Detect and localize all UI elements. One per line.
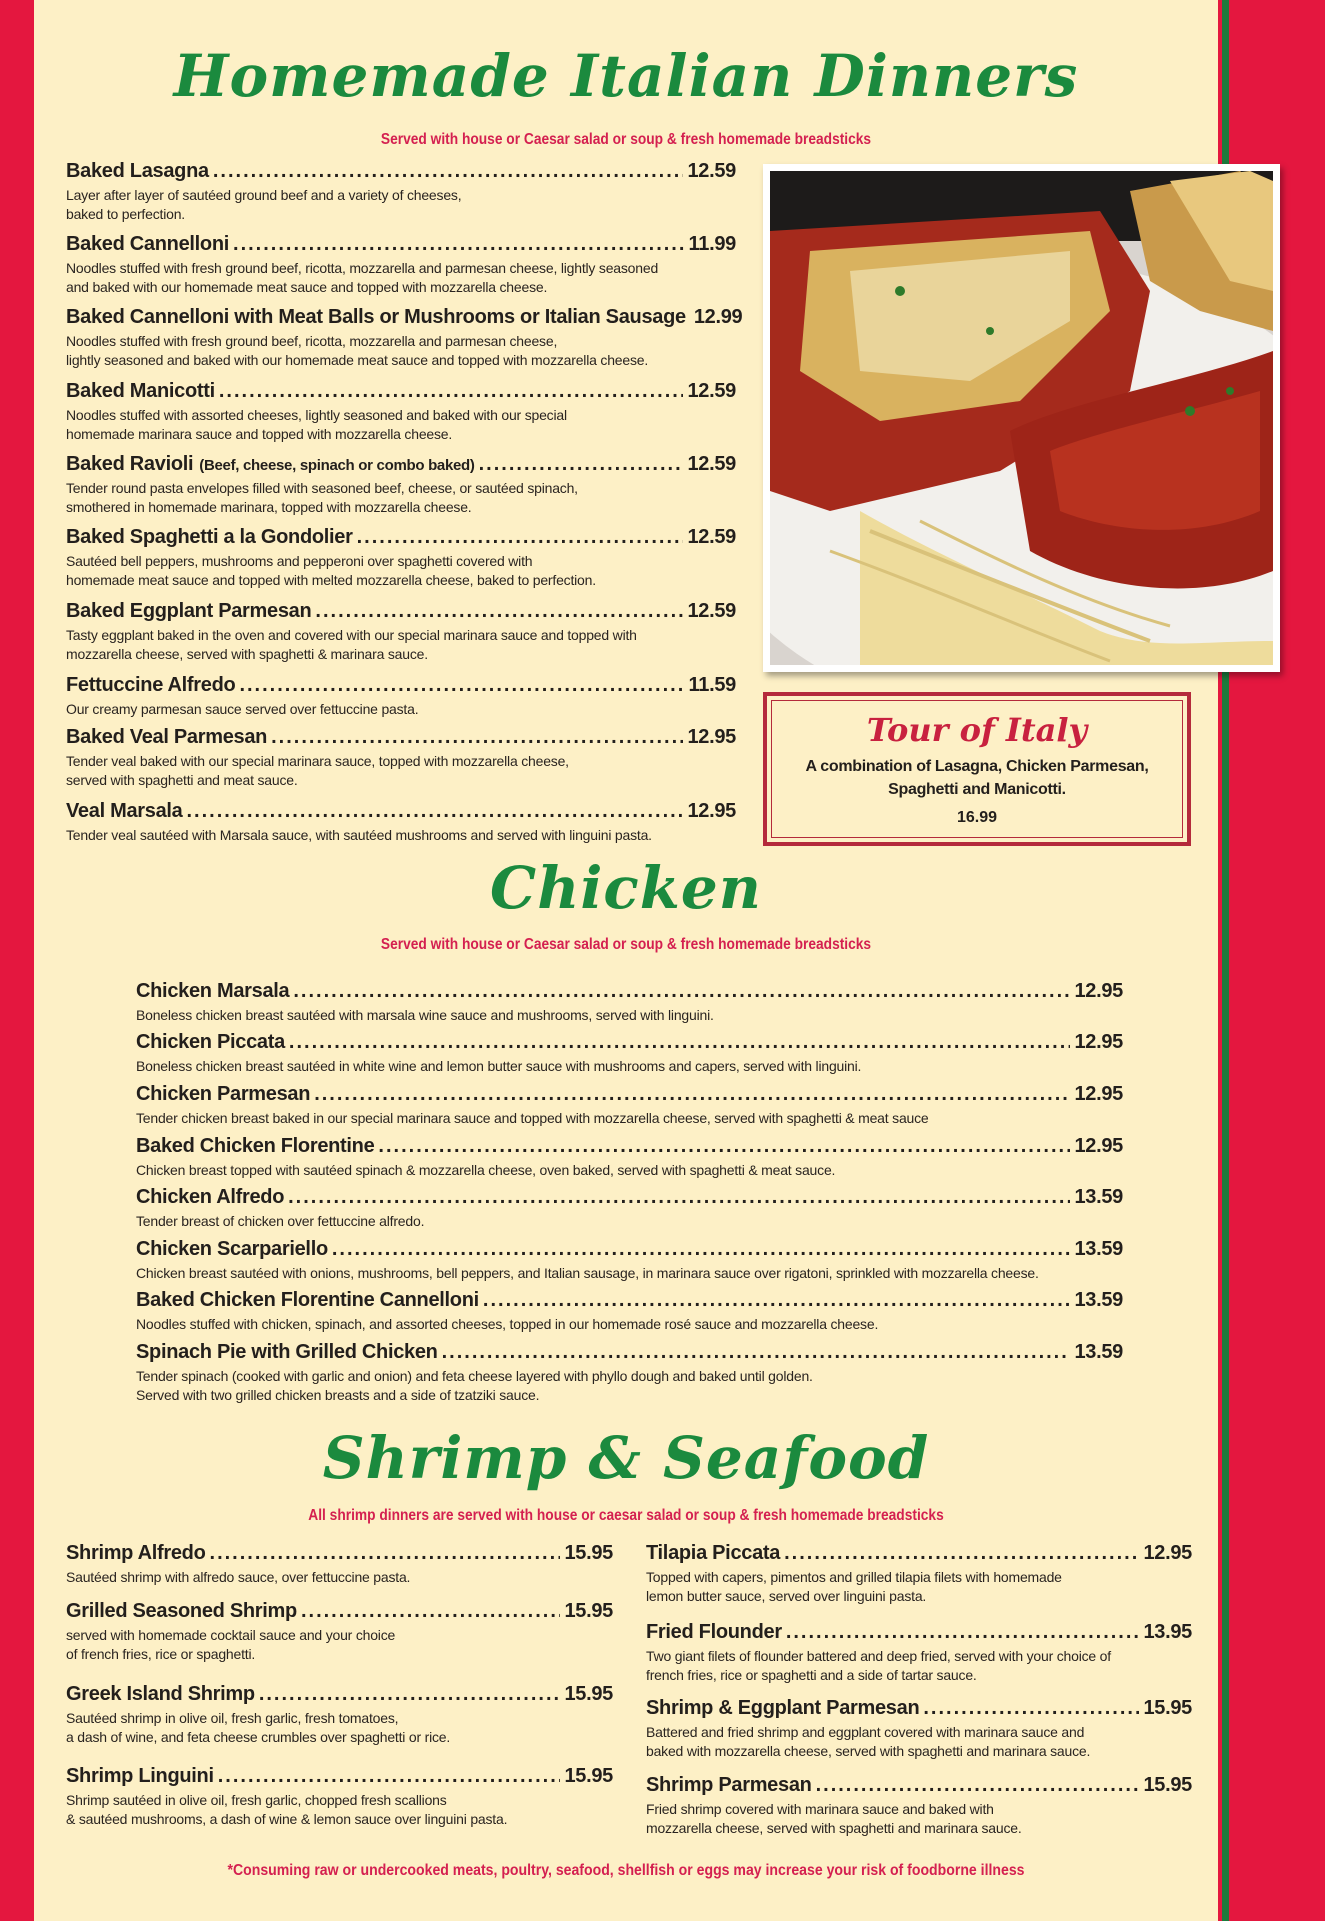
menu-item-description: Tasty eggplant baked in the oven and covered with our special marinara sauce and topped with mozzarella cheese, served with spaghetti & marinara sauce. xyxy=(66,627,637,662)
dot-leader xyxy=(784,1542,1139,1565)
menu-item-note: (Beef, cheese, spinach or combo baked) xyxy=(199,457,475,474)
menu-item-header xyxy=(66,726,736,749)
menu-item xyxy=(66,306,743,370)
menu-item-header xyxy=(66,306,743,329)
menu-item-description: Tender round pasta envelopes filled with seasoned beef, cheese, or sautéed spinach, smothered in homemade marinara, topped with mozzarella cheese. xyxy=(66,480,578,515)
tour-description: A combination of Lasagna, Chicken Parmesan, Spaghetti and Manicotti. xyxy=(805,758,1149,798)
food-photo xyxy=(770,171,1273,665)
menu-item-price: 12.95 xyxy=(687,800,736,822)
menu-item-description: Boneless chicken breast sautéed in white wine and lemon butter sauce with mushrooms and capers, served with linguini. xyxy=(136,1058,862,1074)
menu-item-price: 15.95 xyxy=(564,1600,613,1622)
menu-item-name: Baked Spaghetti a la Gondolier xyxy=(66,526,353,548)
menu-item-header xyxy=(66,800,736,823)
dot-leader xyxy=(923,1697,1139,1720)
seafood-subtitle: All shrimp dinners are served with house or caesar salad or soup & fresh homemade breadsticks xyxy=(308,1507,944,1524)
menu-item-name: Baked Chicken Florentine xyxy=(136,1135,375,1157)
menu-item-name: Spinach Pie with Grilled Chicken xyxy=(136,1341,438,1363)
dot-leader xyxy=(483,1289,1071,1312)
menu-item-price: 13.59 xyxy=(1074,1341,1123,1363)
menu-item-description: Noodles stuffed with chicken, spinach, and assorted cheeses, topped in our homemade rosé sauce and mozzarella cheese. xyxy=(136,1316,879,1332)
menu-item xyxy=(66,1683,613,1747)
menu-item-header xyxy=(66,1683,613,1706)
menu-item-name: Baked Cannelloni xyxy=(66,233,230,255)
pasta-plate-illustration xyxy=(770,171,1273,665)
dot-leader xyxy=(187,800,684,823)
menu-item-name: Shrimp Parmesan xyxy=(646,1774,812,1796)
menu-item xyxy=(646,1542,1192,1606)
menu-item-header xyxy=(646,1621,1192,1644)
menu-item-price: 11.59 xyxy=(688,674,736,696)
menu-item-header xyxy=(66,453,736,476)
menu-item-price: 15.95 xyxy=(564,1765,613,1787)
menu-item-description: Tender spinach (cooked with garlic and onion) and feta cheese layered with phyllo dough and baked until golden. Served with two grilled chicken breasts and a side of tzatziki sauce. xyxy=(136,1368,813,1403)
dot-leader xyxy=(786,1621,1140,1644)
menu-item-price: 12.59 xyxy=(687,600,736,622)
menu-item xyxy=(66,1765,613,1829)
menu-item-price: 12.95 xyxy=(1074,1031,1123,1053)
seafood-title: Shrimp & Seafood xyxy=(322,1424,930,1492)
menu-item-name: Shrimp Linguini xyxy=(66,1765,214,1787)
dot-leader xyxy=(293,980,1070,1003)
menu-item xyxy=(136,980,1123,1025)
menu-item-name: Baked Chicken Florentine Cannelloni xyxy=(136,1289,479,1311)
dot-leader xyxy=(210,1542,561,1565)
italian-title: Homemade Italian Dinners xyxy=(173,42,1079,110)
menu-item-price: 12.95 xyxy=(1074,1083,1123,1105)
menu-item-header xyxy=(136,1238,1123,1261)
dot-leader xyxy=(301,1600,560,1623)
dot-leader xyxy=(479,453,684,476)
dot-leader xyxy=(219,380,684,403)
menu-item-name: Chicken Piccata xyxy=(136,1031,285,1053)
menu-item-description: Sautéed shrimp in olive oil, fresh garlic, fresh tomatoes, a dash of wine, and feta cheese crumbles over spaghetti or rice. xyxy=(66,1710,451,1745)
dot-leader xyxy=(378,1135,1070,1158)
menu-item-header xyxy=(646,1774,1192,1797)
menu-item-price: 12.59 xyxy=(687,160,736,182)
dot-leader xyxy=(239,674,684,697)
dot-leader xyxy=(289,1031,1071,1054)
menu-item-price: 12.95 xyxy=(1074,980,1123,1002)
menu-item-description: Sautéed shrimp with alfredo sauce, over fettuccine pasta. xyxy=(66,1569,411,1585)
menu-item-price: 13.59 xyxy=(1074,1238,1123,1260)
menu-item-name: Baked Lasagna xyxy=(66,160,209,182)
menu-item-description: Battered and fried shrimp and eggplant covered with marinara sauce and baked with mozzarella cheese, served with spaghetti and marinara sauce. xyxy=(646,1724,1091,1759)
menu-item xyxy=(136,1031,1123,1076)
menu-item-name: Chicken Scarpariello xyxy=(136,1238,328,1260)
menu-item-price: 12.95 xyxy=(687,726,736,748)
menu-item-price: 13.95 xyxy=(1143,1621,1192,1643)
menu-item xyxy=(136,1238,1123,1283)
menu-item xyxy=(66,453,736,517)
menu-item-description: Tender breast of chicken over fettuccine alfredo. xyxy=(136,1213,425,1229)
menu-item xyxy=(136,1341,1123,1405)
menu-item-price: 15.95 xyxy=(1143,1774,1192,1796)
menu-item-name: Baked Manicotti xyxy=(66,380,215,402)
menu-item xyxy=(66,726,736,790)
menu-item-header xyxy=(646,1697,1192,1720)
menu-item-name: Baked Eggplant Parmesan xyxy=(66,600,312,622)
menu-item-header xyxy=(136,1341,1123,1364)
menu-item xyxy=(136,1135,1123,1180)
menu-item-price: 12.59 xyxy=(687,380,736,402)
menu-item xyxy=(66,380,736,444)
menu-item-header xyxy=(136,1186,1123,1209)
menu-item xyxy=(66,600,736,664)
menu-item xyxy=(646,1774,1192,1838)
menu-item-description: Shrimp sautéed in olive oil, fresh garlic, chopped fresh scallions & sautéed mushrooms, a dash of wine & lemon sauce over linguini pasta. xyxy=(66,1792,508,1827)
menu-item-description: Noodles stuffed with fresh ground beef, ricotta, mozzarella and parmesan cheese, lightly seasoned and baked with our homemade meat sauce and topped with mozzarella cheese. xyxy=(66,260,659,295)
dot-leader xyxy=(259,1683,561,1706)
dot-leader xyxy=(315,600,683,623)
dot-leader xyxy=(816,1774,1140,1797)
menu-item xyxy=(136,1289,1123,1334)
menu-item xyxy=(66,160,736,224)
menu-item-description: Chicken breast topped with sautéed spinach & mozzarella cheese, oven baked, served with spaghetti & meat sauce. xyxy=(136,1162,836,1178)
food-photo-frame xyxy=(763,164,1280,672)
menu-item-header xyxy=(66,380,736,403)
menu-item-header xyxy=(136,1031,1123,1054)
menu-item-header xyxy=(136,1289,1123,1312)
menu-item-description: Topped with capers, pimentos and grilled tilapia filets with homemade lemon butter sauce, served over linguini pasta. xyxy=(646,1569,1062,1604)
menu-item-description: Tender veal sautéed with Marsala sauce, with sautéed mushrooms and served with linguini pasta. xyxy=(66,827,652,843)
menu-item-description: Sautéed bell peppers, mushrooms and pepperoni over spaghetti covered with homemade meat sauce and topped with melted mozzarella cheese, baked to perfection. xyxy=(66,553,596,588)
menu-item-description: Our creamy parmesan sauce served over fettuccine pasta. xyxy=(66,701,419,717)
chicken-subtitle: Served with house or Caesar salad or soup & fresh homemade breadsticks xyxy=(380,936,872,953)
tour-title: Tour of Italy xyxy=(866,711,1088,749)
menu-item-price: 13.59 xyxy=(1074,1186,1123,1208)
dot-leader xyxy=(218,1765,561,1788)
menu-item-name: Baked Cannelloni with Meat Balls or Mushrooms or Italian Sausage xyxy=(66,306,686,328)
menu-item-description: Two giant filets of flounder battered and deep fried, served with your choice of french fries, rice or spaghetti and a side of tartar sauce. xyxy=(646,1648,1111,1683)
menu-item-name: Baked Ravioli xyxy=(66,453,194,475)
menu-item-header xyxy=(66,1600,613,1623)
tour-inner-border xyxy=(771,700,1183,838)
menu-item-description: Layer after layer of sautéed ground beef and a variety of cheeses, baked to perfection. xyxy=(66,187,462,222)
menu-item-description: Noodles stuffed with fresh ground beef, ricotta, mozzarella and parmesan cheese, lightly seasoned and baked with our homemade meat sauce and topped with mozzarella cheese. xyxy=(66,333,649,368)
menu-item-name: Greek Island Shrimp xyxy=(66,1683,255,1705)
menu-item-price: 15.95 xyxy=(564,1683,613,1705)
menu-item-price: 15.95 xyxy=(564,1542,613,1564)
menu-item-header xyxy=(66,160,736,183)
menu-item-name: Chicken Parmesan xyxy=(136,1083,311,1105)
menu-item xyxy=(66,800,736,845)
menu-item-name: Veal Marsala xyxy=(66,800,183,822)
menu-item-price: 12.59 xyxy=(687,453,736,475)
dot-leader xyxy=(288,1186,1070,1209)
dot-leader xyxy=(213,160,684,183)
menu-item-header xyxy=(66,600,736,623)
menu-item-name: Chicken Marsala xyxy=(136,980,290,1002)
menu-item xyxy=(66,526,736,590)
menu-item-description: served with homemade cocktail sauce and your choice of french fries, rice or spaghetti. xyxy=(66,1627,396,1662)
tour-price: 16.99 xyxy=(956,809,998,826)
dot-leader xyxy=(332,1238,1071,1261)
menu-item-description: Noodles stuffed with assorted cheeses, lightly seasoned and baked with our special homemade marinara sauce and topped with mozzarella cheese. xyxy=(66,407,567,442)
menu-item-name: Baked Veal Parmesan xyxy=(66,726,268,748)
menu-item-header xyxy=(646,1542,1192,1565)
menu-item xyxy=(66,1542,613,1587)
menu-item-header xyxy=(136,980,1123,1003)
menu-item xyxy=(66,233,736,297)
menu-item xyxy=(136,1083,1123,1128)
menu-item-name: Tilapia Piccata xyxy=(646,1542,781,1564)
dot-leader xyxy=(357,526,684,549)
menu-item-price: 12.59 xyxy=(687,526,736,548)
italian-subtitle: Served with house or Caesar salad or soup & fresh homemade breadsticks xyxy=(380,131,872,148)
food-safety-disclaimer: *Consuming raw or undercooked meats, poultry, seafood, shellfish or eggs may increase your risk of foodborne illness xyxy=(227,1862,1025,1879)
menu-item-name: Fried Flounder xyxy=(646,1621,782,1643)
menu-item-header xyxy=(66,1765,613,1788)
menu-item-description: Fried shrimp covered with marinara sauce and baked with mozzarella cheese, served with spaghetti and marinara sauce. xyxy=(646,1801,1022,1836)
menu-item-price: 12.95 xyxy=(1143,1542,1192,1564)
menu-item-header xyxy=(66,233,736,256)
menu-item-price: 15.95 xyxy=(1143,1697,1192,1719)
menu-item-price: 12.95 xyxy=(1074,1135,1123,1157)
menu-item-header xyxy=(66,674,736,697)
menu-item-header xyxy=(66,526,736,549)
dot-leader xyxy=(442,1341,1071,1364)
menu-item-price: 12.99 xyxy=(693,306,743,328)
menu-item-header xyxy=(136,1083,1123,1106)
menu-item-price: 11.99 xyxy=(688,233,736,255)
menu-item-name: Shrimp Alfredo xyxy=(66,1542,206,1564)
menu-item-name: Chicken Alfredo xyxy=(136,1186,285,1208)
menu-item-price: 13.59 xyxy=(1074,1289,1123,1311)
dot-leader xyxy=(314,1083,1070,1106)
menu-item-description: Tender chicken breast baked in our special marinara sauce and topped with mozzarella cheese, served with spaghetti & meat sauce xyxy=(136,1110,929,1126)
chicken-title: Chicken xyxy=(490,854,762,922)
menu-item-description: Tender veal baked with our special marinara sauce, topped with mozzarella cheese, served with spaghetti and meat sauce. xyxy=(66,753,569,788)
menu-item-name: Grilled Seasoned Shrimp xyxy=(66,1600,297,1622)
tour-of-italy-box xyxy=(763,692,1191,846)
menu-item xyxy=(66,1600,613,1664)
dot-leader xyxy=(233,233,685,256)
menu-item xyxy=(66,674,736,719)
menu-item-header xyxy=(136,1135,1123,1158)
menu-item-description: Chicken breast sautéed with onions, mushrooms, bell peppers, and Italian sausage, in marinara sauce over rigatoni, sprinkled with mozzarella cheese. xyxy=(136,1265,1039,1281)
dot-leader xyxy=(271,726,683,749)
menu-item xyxy=(646,1697,1192,1761)
menu-item-name: Fettuccine Alfredo xyxy=(66,674,236,696)
menu-item-name: Shrimp & Eggplant Parmesan xyxy=(646,1697,920,1719)
menu-item-description: Boneless chicken breast sautéed with marsala wine sauce and mushrooms, served with linguini. xyxy=(136,1007,714,1023)
menu-item-header xyxy=(66,1542,613,1565)
menu-item xyxy=(136,1186,1123,1231)
menu-item xyxy=(646,1621,1192,1685)
